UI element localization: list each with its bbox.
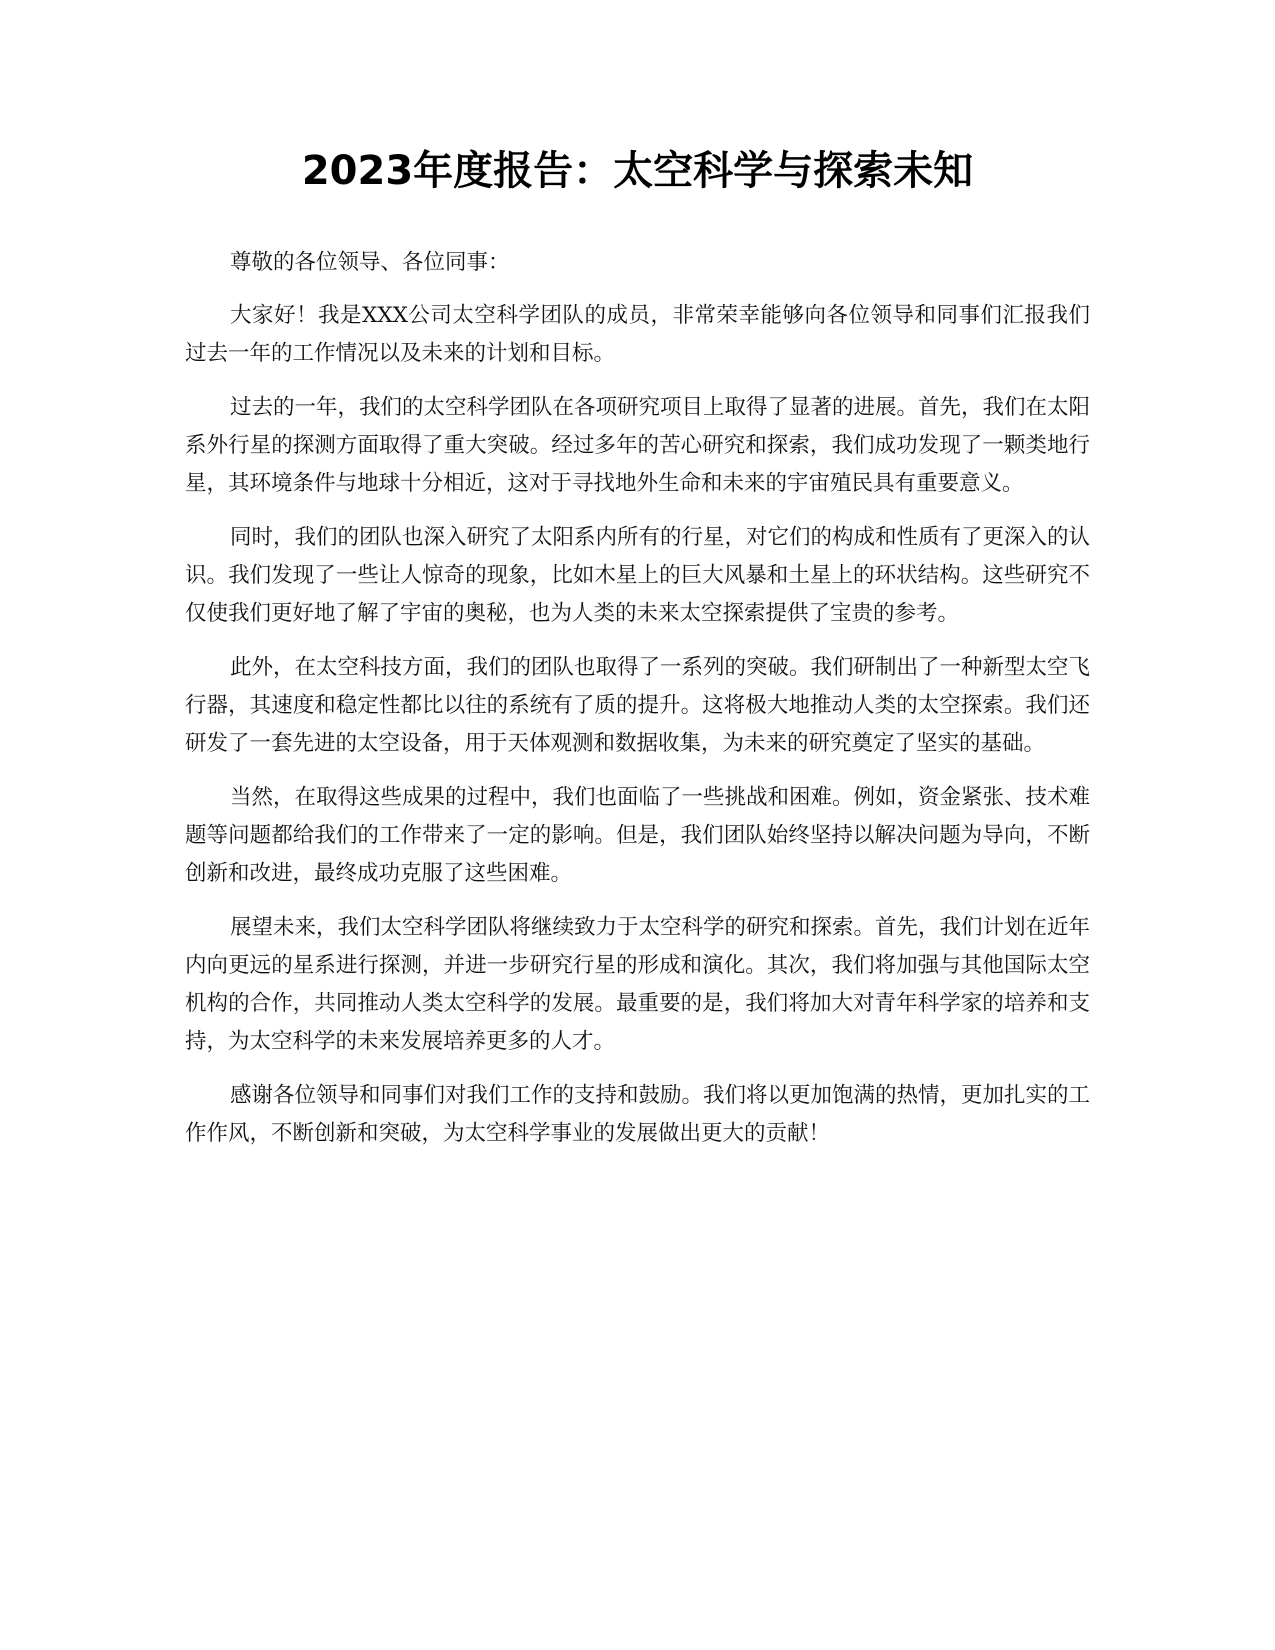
paragraph-challenges: 当然，在取得这些成果的过程中，我们也面临了一些挑战和困难。例如，资金紧张、技术难题等问题都给我们的工作带来了一定的影响。但是，我们团队始终坚持以解决问题为导向，不断创新和改进，最终成功克服了这些困难。 — [185, 785, 1091, 886]
paragraph-thanks: 感谢各位领导和同事们对我们工作的支持和鼓励。我们将以更加饱满的热情，更加扎实的工作作风，不断创新和突破，为太空科学事业的发展做出更大的贡献！ — [185, 1083, 1091, 1146]
document-title: 2023年度报告：太空科学与探索未知 — [301, 148, 974, 194]
paragraph-intro: 大家好！我是XXX公司太空科学团队的成员，非常荣幸能够向各位领导和同事们汇报我们过去一年的工作情况以及未来的计划和目标。 — [185, 303, 1090, 366]
paragraph-solar-system: 同时，我们的团队也深入研究了太阳系内所有的行星，对它们的构成和性质有了更深入的认识。我们发现了一些让人惊奇的现象，比如木星上的巨大风暴和土星上的环状结构。这些研究不仅使我们更好地了解了宇宙的奥秘，也为人类的未来太空探索提供了宝贵的参考。 — [185, 525, 1091, 626]
paragraph-technology: 此外，在太空科技方面，我们的团队也取得了一系列的突破。我们研制出了一种新型太空飞行器，其速度和稳定性都比以往的系统有了质的提升。这将极大地推动人类的太空探索。我们还研发了一套先进的太空设备，用于天体观测和数据收集，为未来的研究奠定了坚实的基础。 — [185, 655, 1091, 756]
salutation: 尊敬的各位领导、各位同事： — [230, 250, 510, 275]
paragraph-outlook: 展望未来，我们太空科学团队将继续致力于太空科学的研究和探索。首先，我们计划在近年内向更远的星系进行探测，并进一步研究行星的形成和演化。其次，我们将加强与其他国际太空机构的合作，共同推动人类太空科学的发展。最重要的是，我们将加大对青年科学家的培养和支持，为太空科学的未来发展培养更多的人才。 — [185, 915, 1091, 1054]
document-body — [185, 244, 1090, 1169]
paragraph-exoplanet: 过去的一年，我们的太空科学团队在各项研究项目上取得了显著的进展。首先，我们在太阳系外行星的探测方面取得了重大突破。经过多年的苦心研究和探索，我们成功发现了一颗类地行星，其环境条件与地球十分相近，这对于寻找地外生命和未来的宇宙殖民具有重要意义。 — [185, 395, 1091, 496]
